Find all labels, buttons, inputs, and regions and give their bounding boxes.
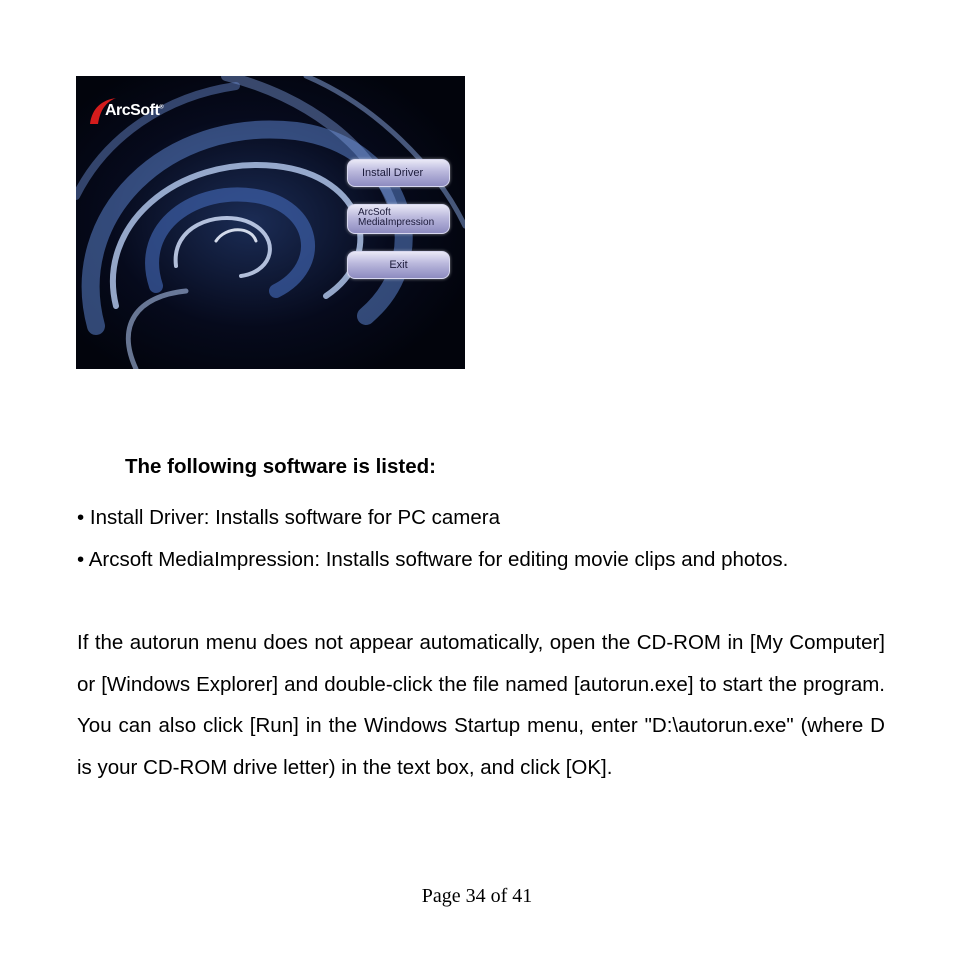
- mediaimpression-button-line1: ArcSoft: [358, 207, 391, 218]
- autorun-menu-screenshot: [76, 76, 465, 369]
- page-number: Page 34 of 41: [421, 885, 533, 907]
- logo-text: ArcSoft: [105, 102, 160, 119]
- mediaimpression-button[interactable]: [347, 204, 450, 234]
- bullet-install-driver: • Install Driver: Installs software for PC camera: [77, 506, 500, 529]
- bullet-mediaimpression: • Arcsoft MediaImpression: Installs software for editing movie clips and photos.: [77, 548, 789, 571]
- arcsoft-logo: [105, 102, 163, 120]
- exit-button[interactable]: Exit: [347, 251, 450, 279]
- section-heading: The following software is listed:: [125, 455, 436, 478]
- trademark-mark: ®: [159, 104, 164, 111]
- install-driver-button[interactable]: Install Driver: [347, 159, 450, 187]
- autorun-instructions-paragraph: If the autorun menu does not appear automatically, open the CD-ROM in [My Computer] or [Windows Explorer] and double-click the file named [autorun.exe] to start the program. You can also click [Run] in the Windows Startup menu, enter "D:\autorun.exe" (where D is your CD-ROM drive letter) in the text box, and click [OK].: [77, 631, 885, 779]
- mediaimpression-button-line2: MediaImpression: [358, 217, 435, 228]
